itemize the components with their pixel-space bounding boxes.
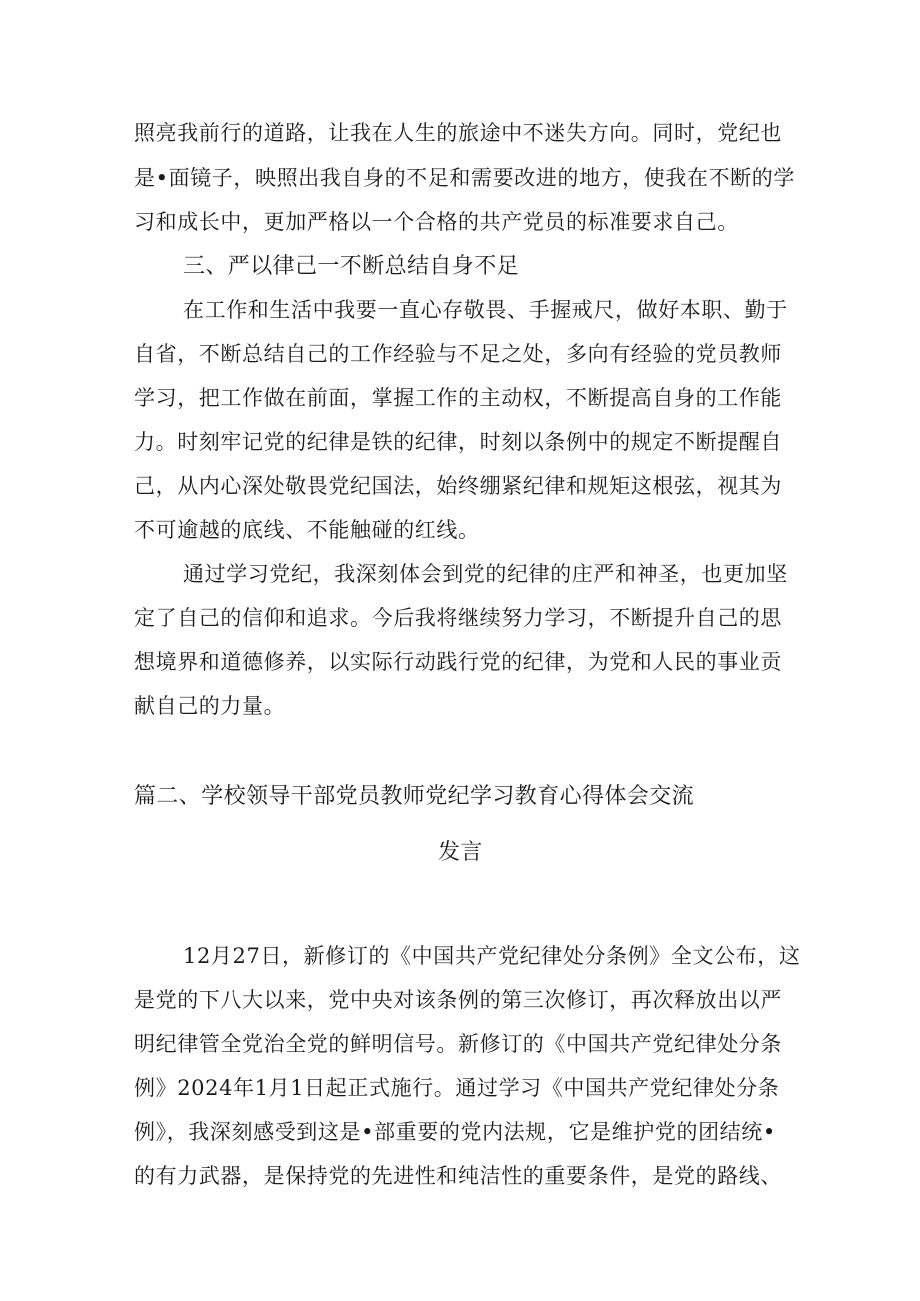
text-line: 习和成长中，更加严格以一个合格的共产党员的标准要求自己。	[134, 210, 739, 234]
text-line: 例》，我深刻感受到这是•部重要的党内法规，它是维护党的团结统•	[134, 1120, 776, 1144]
text-line: 照亮我前行的道路，让我在人生的旅途中不迷失方向。同时，党纪也	[134, 121, 782, 145]
text-line: 不可逾越的底线、不能触碰的红线。	[134, 518, 480, 542]
text-line: 自省，不断总结自己的工作经验与不足之处，多向有经验的党员教师	[134, 342, 782, 366]
text-line: 明纪律管全党治全党的鲜明信号。新修订的《中国共产党纪律处分条	[134, 1032, 782, 1056]
article-title-line1: 篇二、学校领导干部党员教师党纪学习教育心得体会交流	[134, 784, 695, 809]
text-line: 例》2024年1月1日起正式施行。通过学习《中国共产党纪律处分条	[134, 1076, 780, 1100]
text-line: 力。时刻牢记党的纪律是铁的纪律，时刻以条例中的规定不断提醒自	[134, 430, 782, 454]
text-line: 想境界和道德修养，以实际行动践行党的纪律，为党和人民的事业贡	[134, 650, 782, 674]
section-heading: 三、严以律己一不断总结自身不足	[183, 254, 520, 279]
text-line: 学习，把工作做在前面，掌握工作的主动权，不断提高自身的工作能	[134, 386, 782, 410]
text-line: 在工作和生活中我要一直心存敬畏、手握戒尺，做好本职、勤于	[183, 298, 788, 322]
text-line: 是党的下八大以来，党中央对该条例的第三次修订，再次释放出以严	[134, 988, 782, 1012]
text-line: 的有力武器，是保持党的先进性和纯洁性的重要条件，是党的路线、	[134, 1164, 782, 1188]
text-line: 献自己的力量。	[134, 694, 286, 718]
text-line: 12月27日，新修订的《中国共产党纪律处分条例》全文公布，这	[183, 944, 801, 968]
text-line: 定了自己的信仰和追求。今后我将继续努力学习，不断提升自己的思	[134, 606, 782, 630]
text-line: 己，从内心深处敬畏党纪国法，始终绷紧纪律和规矩这根弦，视其为	[134, 474, 782, 498]
text-line: 通过学习党纪，我深刻体会到党的纪律的庄严和神圣，也更加坚	[183, 562, 788, 586]
article-title-line2: 发言	[438, 840, 483, 865]
text-line: 是•面镜子，映照出我自身的不足和需要改进的地方，使我在不断的学	[134, 166, 795, 190]
